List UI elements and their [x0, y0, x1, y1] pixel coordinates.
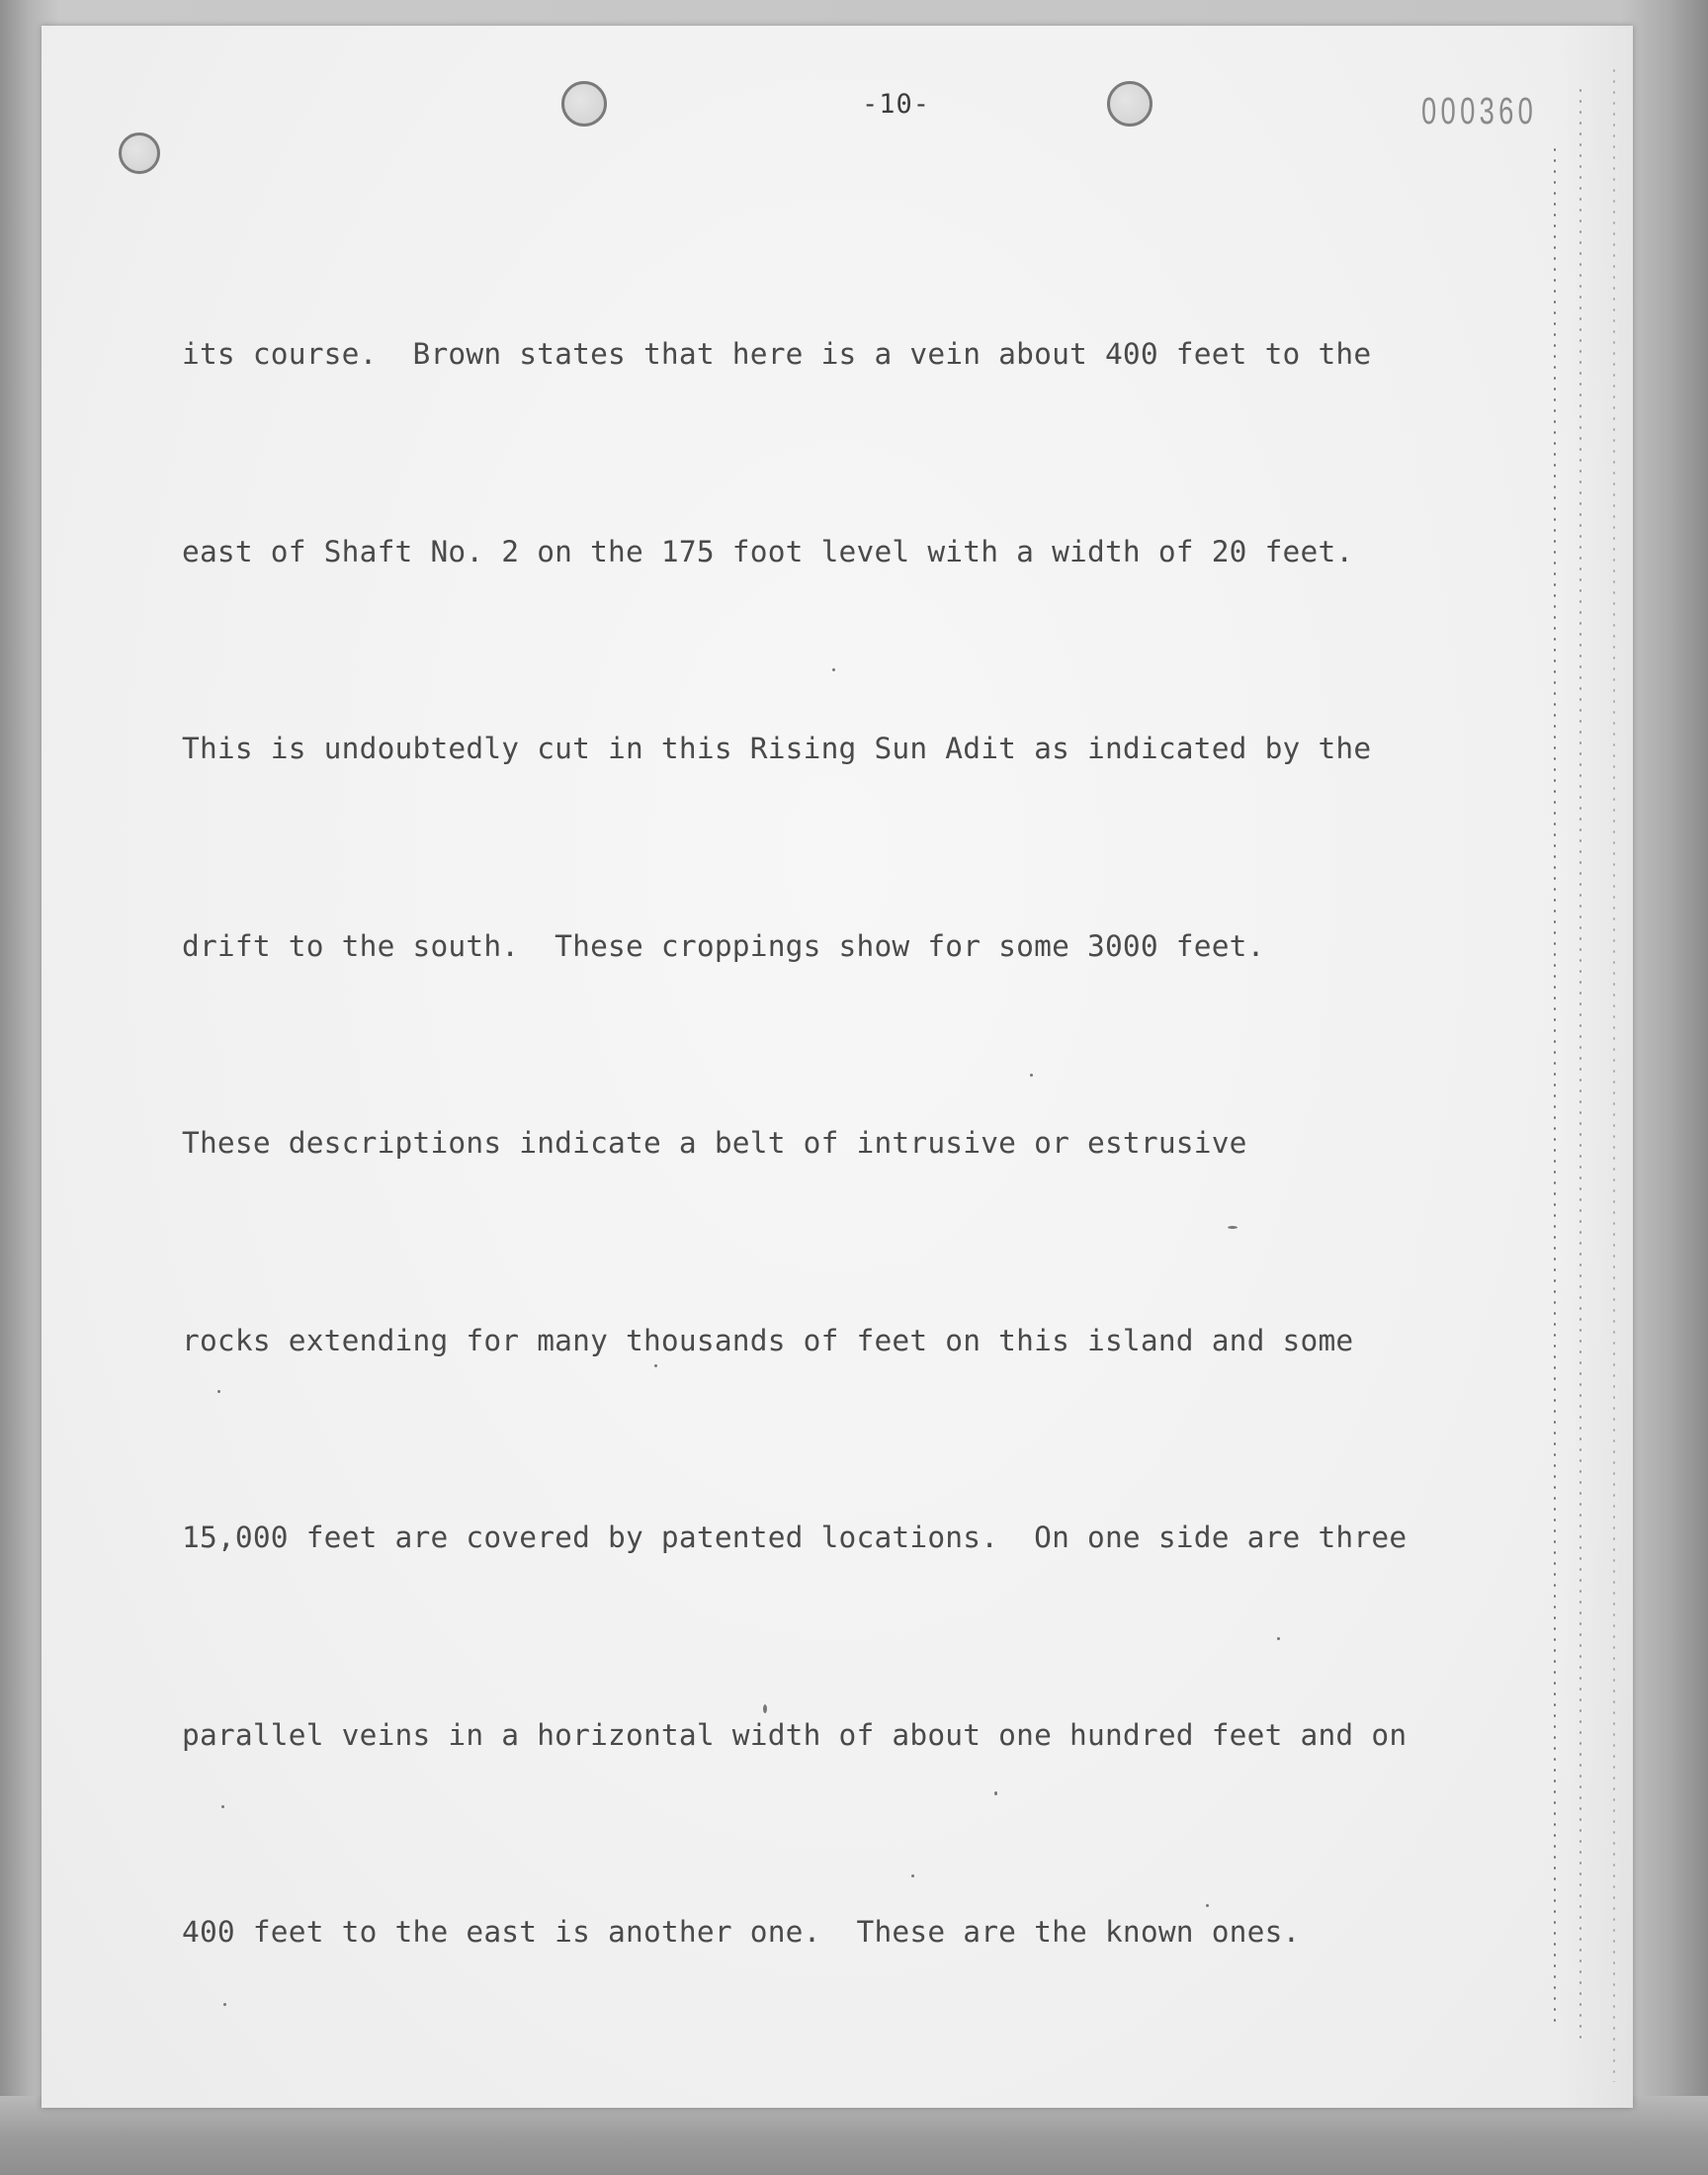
- scan-speck: [221, 1805, 224, 1808]
- body-line: parallel veins in a horizontal width of about one hundred feet and on: [182, 1717, 1408, 1752]
- body-line: 400 feet to the east is another one. These are the known ones.: [182, 1915, 1301, 1949]
- scan-speck: [654, 1364, 657, 1367]
- scan-speck: [994, 1791, 997, 1795]
- scan-speck: [1030, 1074, 1033, 1077]
- punch-hole-right: [1107, 81, 1153, 127]
- punch-hole-left: [561, 81, 607, 127]
- document-id-stamp: 000360: [1421, 91, 1538, 132]
- document-page: [42, 26, 1633, 2108]
- scan-edge-dots: [1554, 144, 1556, 2023]
- body-line: east of Shaft No. 2 on the 175 foot level with a width of 20 feet.: [182, 534, 1354, 568]
- body-line: These descriptions indicate a belt of intrusive or estrusive: [182, 1126, 1247, 1160]
- page-edge-shading: [1554, 26, 1633, 2108]
- scan-speck: [911, 1874, 914, 1877]
- scan-edge-dots: [1580, 85, 1581, 2043]
- scan-speck: [1228, 1226, 1238, 1229]
- scan-speck: [223, 2003, 226, 2006]
- scan-speck: [832, 668, 835, 671]
- body-line: rocks extending for many thousands of feet on this island and some: [182, 1323, 1354, 1357]
- body-line: 15,000 feet are covered by patented locations. On one side are three: [182, 1521, 1408, 1554]
- body-line: This is undoubtedly cut in this Rising Sun Adit as indicated by the: [182, 732, 1372, 765]
- body-line: its course. Brown states that here is a vein about 400 feet to the: [182, 337, 1372, 371]
- body-line: drift to the south. These croppings show for some 3000 feet.: [182, 928, 1265, 963]
- body-text: [182, 190, 1566, 2097]
- scan-speck: [217, 1390, 220, 1393]
- scan-speck: [763, 1704, 767, 1713]
- scan-speck: [1277, 1637, 1280, 1640]
- scan-edge-dots: [1613, 65, 1615, 2082]
- page-number: -10-: [862, 89, 931, 120]
- scan-speck: [1206, 1904, 1209, 1907]
- scan-bottom-shadow: [0, 2096, 1708, 2175]
- punch-hole-corner: [119, 132, 160, 174]
